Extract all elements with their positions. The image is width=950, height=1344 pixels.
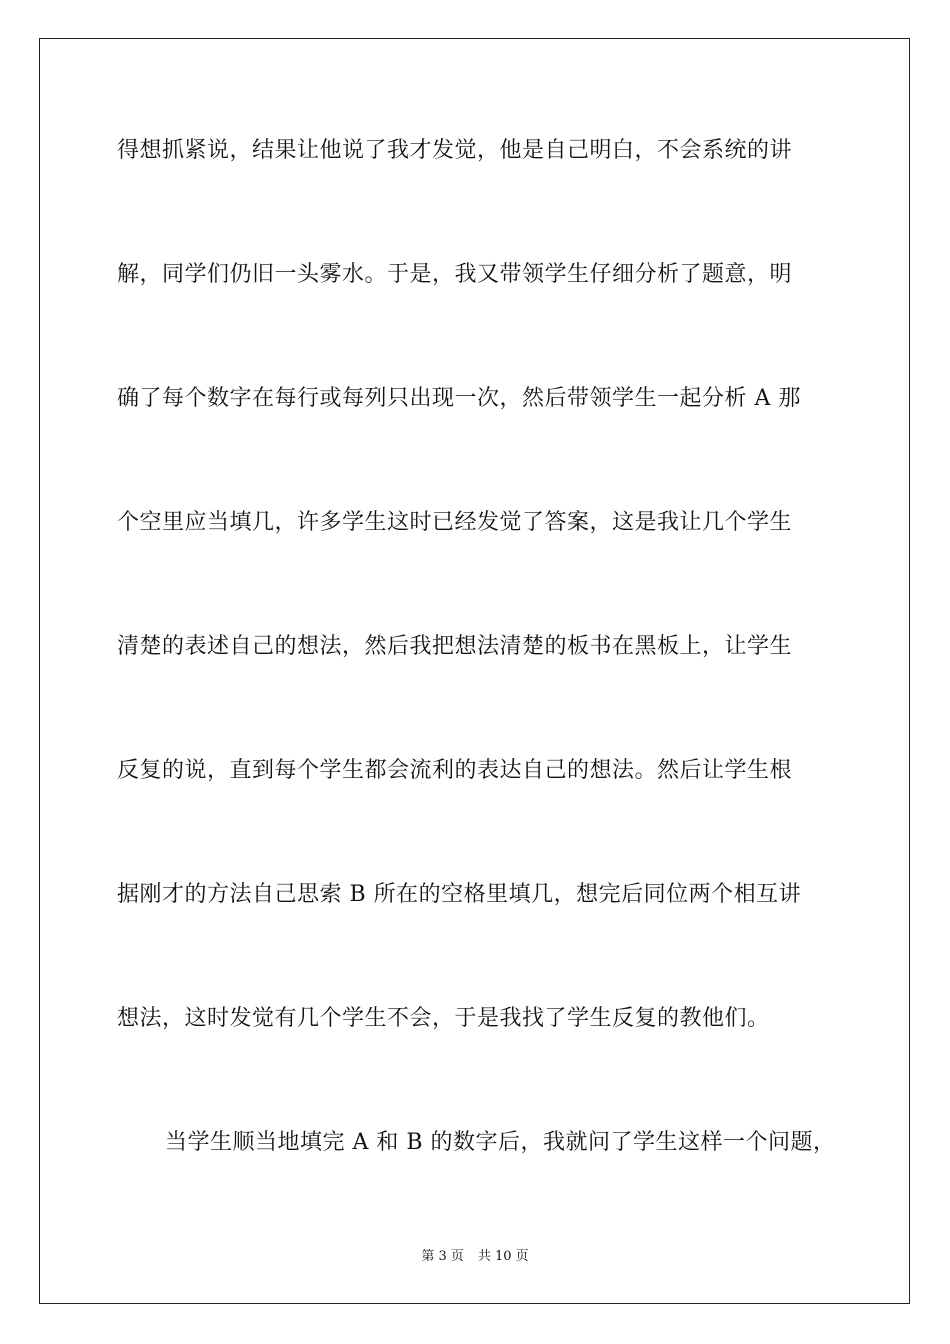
paragraph-line-3: 确了每个数字在每行或每列只出现一次，然后带领学生一起分析 A 那 bbox=[117, 386, 801, 411]
paragraph-line-8: 想法，这时发觉有几个学生不会，于是我找了学生反复的教他们。 bbox=[117, 1006, 770, 1031]
page-total: 共 10 页 bbox=[477, 1249, 529, 1264]
paragraph-line-9: 当学生顺当地填完 A 和 B 的数字后，我就问了学生这样一个问题， bbox=[165, 1130, 836, 1155]
page-number: 第 3 页 bbox=[421, 1249, 464, 1264]
paragraph-line-4: 个空里应当填几，许多学生这时已经发觉了答案，这是我让几个学生 bbox=[117, 510, 793, 535]
paragraph-line-2: 解，同学们仍旧一头雾水。于是，我又带领学生仔细分析了题意，明 bbox=[117, 262, 793, 287]
paragraph-line-1: 得想抓紧说，结果让他说了我才发觉，他是自己明白，不会系统的讲 bbox=[117, 138, 793, 163]
paragraph-line-5: 清楚的表述自己的想法，然后我把想法清楚的板书在黑板上，让学生 bbox=[117, 634, 793, 659]
page-footer bbox=[0, 1248, 950, 1266]
paragraph-line-6: 反复的说，直到每个学生都会流利的表达自己的想法。然后让学生根 bbox=[117, 758, 793, 783]
paragraph-line-7: 据刚才的方法自己思索 B 所在的空格里填几，想完后同位两个相互讲 bbox=[117, 882, 802, 907]
page-border bbox=[39, 38, 910, 1304]
